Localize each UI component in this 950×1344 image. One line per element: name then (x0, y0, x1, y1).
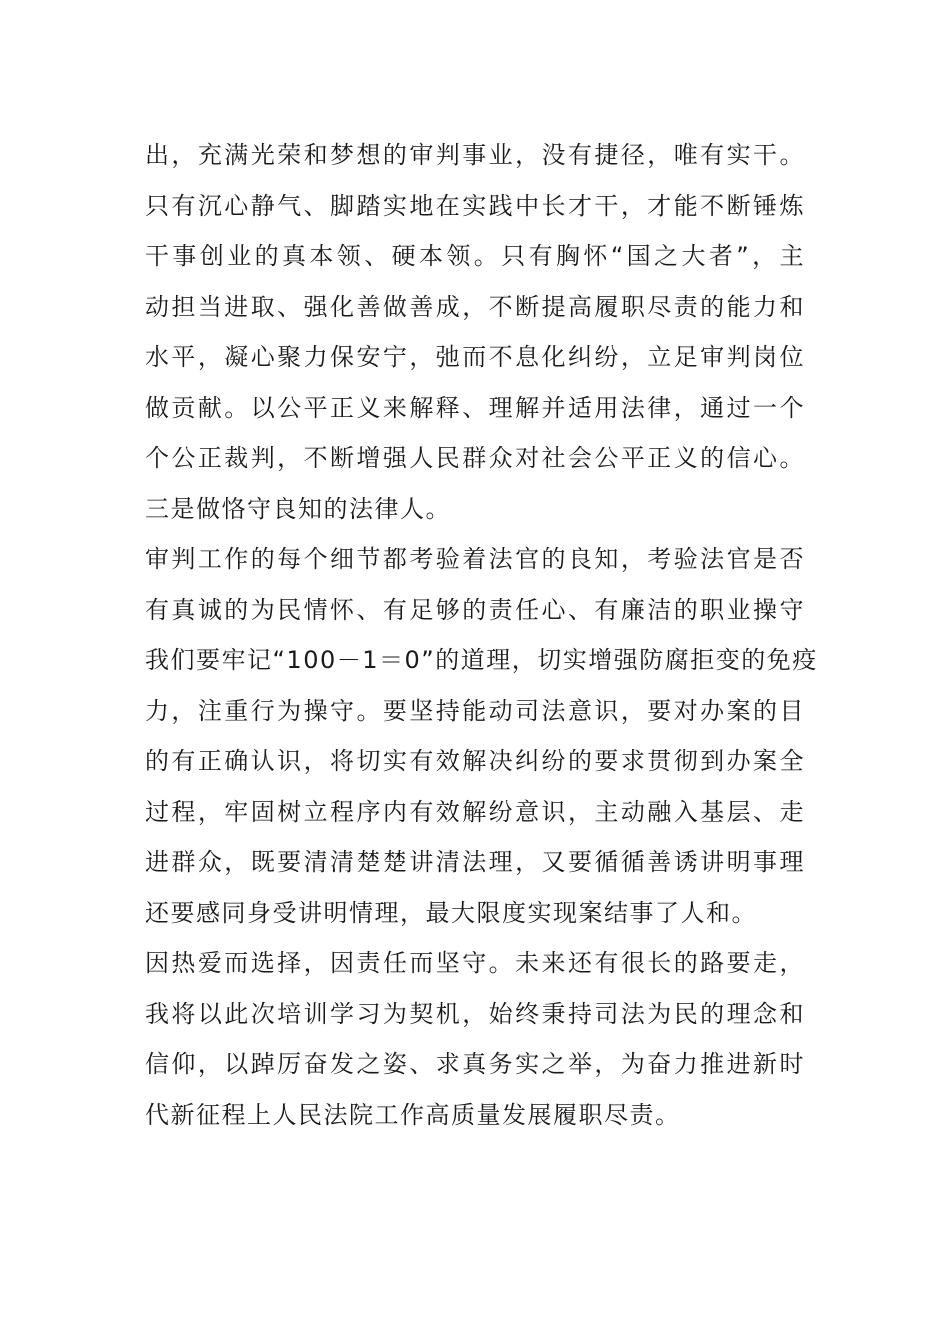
section-heading: 三是做恪守良知的法律人。 (145, 494, 451, 523)
text-line: 进群众，既要清清楚楚讲清法理，又要循循善诱讲明事理 (145, 848, 805, 876)
text-line: 个公正裁判，不断增强人民群众对社会公平正义的信心。 (145, 444, 805, 472)
text-line: 干事创业的真本领、硬本领。只有胸怀“国之大者”，主 (145, 242, 805, 270)
text-line: 的有正确认识，将切实有效解决纠纷的要求贯彻到办案全 (145, 747, 805, 775)
text-line: 水平，凝心聚力保安宁，弛而不息化纠纷，立足审判岗位 (145, 343, 805, 371)
text-line: 出，充满光荣和梦想的审判事业，没有捷径，唯有实干。 (145, 141, 805, 169)
body-text (145, 130, 818, 1140)
text-line: 我将以此次培训学习为契机，始终秉持司法为民的理念和 (145, 999, 805, 1028)
text-line: 力，注重行为操守。要坚持能动司法意识，要对办案的目 (145, 696, 805, 725)
text-line: 做贡献。以公平正义来解释、理解并适用法律，通过一个 (145, 393, 805, 422)
text-line: 有真诚的为民情怀、有足够的责任心、有廉洁的职业操守 (145, 595, 805, 624)
text-line: 因热爱而选择，因责任而坚守。未来还有很长的路要走， (145, 949, 805, 977)
text-line: 还要感同身受讲明情理，最大限度实现案结事了人和。 (145, 898, 757, 927)
text-line: 代新征程上人民法院工作高质量发展履职尽责。 (145, 1100, 681, 1129)
text-line: 只有沉心静气、脚踏实地在实践中长才干，才能不断锤炼 (145, 191, 805, 220)
text-line: 审判工作的每个细节都考验着法官的良知，考验法官是否 (145, 545, 805, 573)
text-line: 我们要牢记“100－1＝0”的道理，切实增强防腐拒变的免疫 (145, 646, 818, 674)
text-line: 动担当进取、强化善做善成，不断提高履职尽责的能力和 (145, 292, 805, 321)
text-line: 信仰，以踔厉奋发之姿、求真务实之举，为奋力推进新时 (145, 1050, 805, 1078)
text-line: 过程，牢固树立程序内有效解纷意识，主动融入基层、走 (145, 797, 805, 826)
